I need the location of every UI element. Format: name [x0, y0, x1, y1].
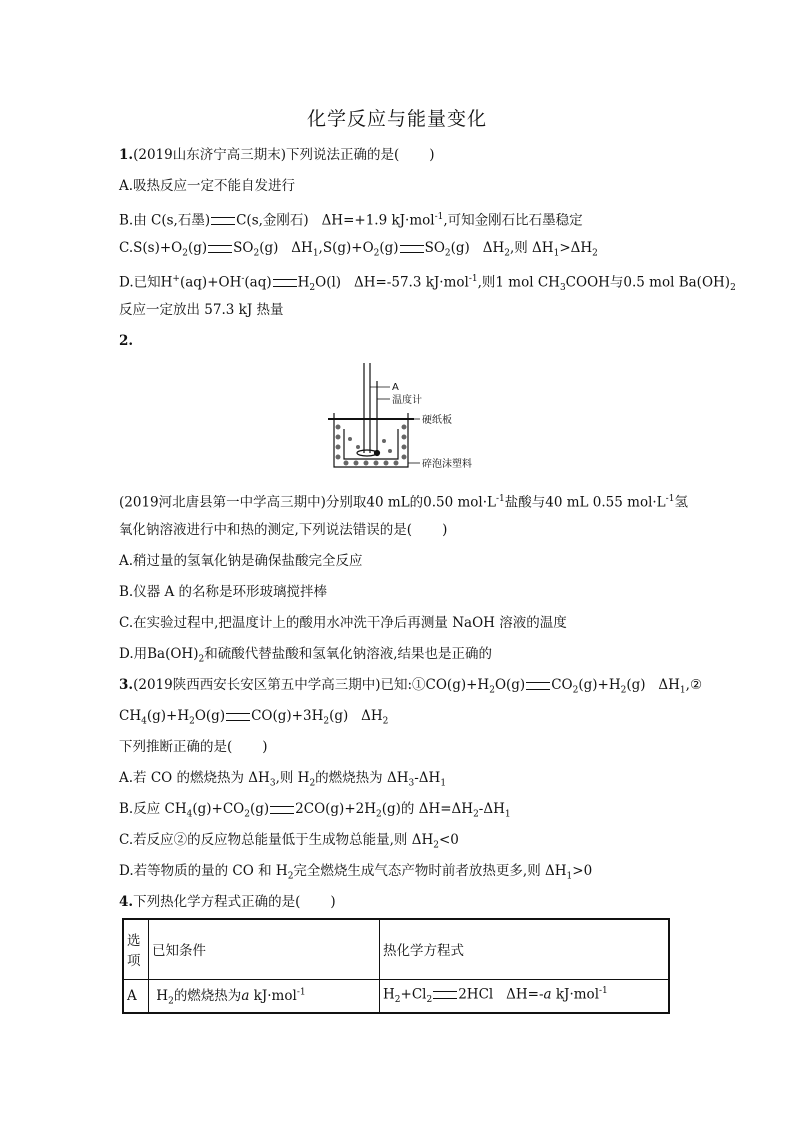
q1-option-d-continued: 反应一定放出 57.3 kJ 热量 — [119, 302, 284, 318]
q2-stem-line1: (2019河北唐县第一中学高三期中)分别取40 mL的0.50 $mol\cdot L^{-1}$盐酸与40 mL 0.55 $mol\cdot L^{-1}$氢 — [119, 494, 688, 511]
q4-options-table — [122, 918, 670, 1014]
row-option-label: A — [123, 979, 149, 1013]
q4-stem: 4.下列热化学方程式正确的是( ) — [119, 894, 336, 910]
header-condition: 已知条件 — [149, 919, 380, 979]
q1-option-a: A.吸热反应一定不能自发进行 — [119, 178, 296, 194]
q2-option-a: A.稍过量的氢氧化钠是确保盐酸完全反应 — [119, 553, 363, 569]
q1-option-b: B.由 C(s,石墨) C(s,金刚石) ΔH=+1.9 kJ·mol$^{-1}$,可知金刚石比石墨稳定 — [119, 212, 583, 229]
calorimeter-figure — [320, 355, 480, 477]
q2-option-c: C.在实验过程中,把温度计上的酸用水冲洗干净后再测量 NaOH 溶液的温度 — [119, 615, 567, 631]
q2-option-b: B.仪器 A 的名称是环形玻璃搅拌棒 — [119, 584, 328, 600]
equilibrium-sign — [526, 682, 550, 690]
table-row — [123, 979, 669, 1013]
header-equation: 热化学方程式 — [380, 919, 670, 979]
q2-option-d: D.用$Ba(OH)_2$和硫酸代替盐酸和氢氧化钠溶液,结果也是正确的 — [119, 646, 493, 665]
q2-stem-line2: 氧化钠溶液进行中和热的测定,下列说法错误的是( ) — [119, 522, 448, 538]
equilibrium-sign — [270, 806, 294, 814]
row-condition: $H_2$的燃烧热为a kJ·mol$^{-1}$ — [149, 979, 380, 1013]
q3-option-c: C.若反应②的反应物总能量低于生成物总能量,则 $\Delta H_2<0$ — [119, 832, 459, 851]
q1-option-d: D.已知H+(aq)+OH-(aq) $H_2O(l)$ ΔH=-57.3 kJ·mol$^{-1}$,则1 mol $CH_3COOH$与0.5 mol $Ba(OH)_2$ — [119, 274, 736, 294]
label-thermometer: 温度计 — [392, 395, 422, 406]
q1-option-c: $C.S(s)+O_2(g)$ $SO_2(g)$ $\Delta H_1,S(g)+O_2(g)$ $SO_2(g)$ $\Delta H_2$,则 $\Delta H_1>\Delta H_2$ — [119, 240, 598, 259]
q2-number: 2. — [119, 333, 134, 349]
equilibrium-sign — [211, 217, 235, 225]
q3-option-a: A.若 CO 的燃烧热为 $\Delta H_3$,则 $H_2$的燃烧热为 $\Delta H_3-\Delta H_1$ — [119, 770, 447, 789]
equilibrium-sign — [208, 245, 232, 253]
q1-stem: 1.(2019山东济宁高三期末)下列说法正确的是( ) — [119, 147, 435, 163]
q3-stem: 下列推断正确的是( ) — [119, 739, 268, 755]
equilibrium-sign — [400, 245, 424, 253]
label-a: A — [392, 382, 399, 393]
header-option: 选 项 — [123, 919, 149, 979]
page-title: 化学反应与能量变化 — [306, 108, 487, 130]
label-foam: 碎泡沫塑料 — [422, 459, 472, 470]
q3-stem-line1: 3.(2019陕西西安长安区第五中学高三期中)已知$:①CO(g)+H_2O(g)$ $CO_2(g)+H_2(g)$ $\Delta H_1,②$ — [119, 677, 703, 696]
label-board: 硬纸板 — [422, 415, 452, 426]
q3-option-b: B.反应 $CH_4(g)+CO_2(g)$ $2CO(g)+2H_2(g)$的 $\Delta H=\Delta H_2-\Delta H_1$ — [119, 801, 511, 820]
inner-beaker — [344, 429, 398, 459]
equilibrium-sign — [433, 991, 457, 999]
row-equation: $H_2+Cl_2$ 2HCl ΔH=-a kJ·mol$^{-1}$ — [380, 979, 670, 1013]
table-header-row — [123, 919, 669, 979]
equilibrium-sign — [226, 713, 250, 721]
equilibrium-sign — [273, 279, 297, 287]
q3-option-d: D.若等物质的量的 CO 和 $H_2$完全燃烧生成气态产物时前者放热更多,则 $\Delta H_1>0$ — [119, 863, 593, 882]
thermometer-bulb — [375, 451, 380, 456]
q3-stem-line2: $CH_4(g)+H_2O(g)$ $CO(g)+3H_2(g)$ $\Delta H_2$ — [119, 708, 389, 727]
